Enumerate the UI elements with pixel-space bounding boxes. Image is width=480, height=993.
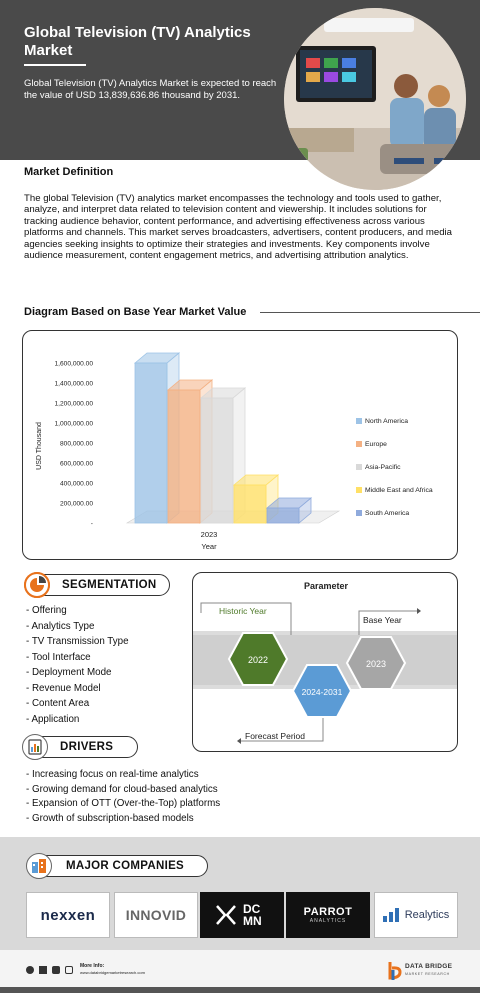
legend-swatch	[356, 418, 362, 424]
y-axis-ticks	[54, 361, 93, 528]
logo-parrot-subtext: ANALYTICS	[309, 918, 347, 924]
drivers-heading: DRIVERS	[60, 741, 114, 753]
base-year-value: 2023	[365, 659, 387, 669]
parameter-title: Parameter	[303, 581, 349, 591]
data-bridge-icon	[388, 962, 402, 980]
forecast-period-value: 2024-2031	[301, 687, 343, 697]
y-axis-label: USD Thousand	[36, 422, 43, 470]
brand-logo	[388, 960, 468, 982]
list-item: - Growth of subscription-based models	[26, 812, 220, 827]
list-item: - Analytics Type	[26, 619, 129, 635]
y-tick-label: 1,400,000.00	[54, 380, 93, 388]
y-tick-label: 1,200,000.00	[54, 400, 93, 408]
twitter-icon[interactable]	[52, 966, 60, 974]
forecast-period-label: Forecast Period	[245, 731, 305, 741]
list-item: - TV Transmission Type	[26, 634, 129, 650]
legend-label: North America	[365, 418, 409, 425]
legend-label: Asia-Pacific	[365, 464, 401, 471]
facebook-icon[interactable]	[39, 966, 47, 974]
base-year-label: Base Year	[363, 615, 402, 625]
companies-icon	[26, 853, 52, 879]
diagram-heading: Diagram Based on Base Year Market Value	[24, 306, 247, 318]
y-tick-label: 800,000.00	[59, 440, 93, 448]
x-axis-label: Year	[201, 542, 217, 551]
segmentation-heading: SEGMENTATION	[62, 579, 157, 591]
legend-label: Middle East and Africa	[365, 487, 433, 494]
list-item: - Tool Interface	[26, 650, 129, 666]
list-item: - Application	[26, 712, 129, 728]
chart-container	[22, 330, 458, 560]
legend-label: Europe	[365, 441, 387, 448]
y-tick-label: 400,000.00	[59, 480, 93, 488]
logo-realytics	[374, 892, 458, 938]
segmentation-list	[26, 603, 129, 727]
footer-bar	[0, 987, 480, 993]
logo-nexxen-text: nexxen	[40, 906, 96, 924]
legend-swatch	[356, 441, 362, 447]
segmentation-icon	[24, 572, 50, 598]
list-item: - Deployment Mode	[26, 665, 129, 681]
hero-image	[284, 8, 466, 190]
logo-innovid	[114, 892, 198, 938]
y-tick-label: 200,000.00	[59, 500, 93, 508]
logo-realytics-text: Realytics	[404, 909, 450, 921]
social-icons	[26, 966, 73, 974]
title-underline	[24, 64, 86, 66]
list-item: - Increasing focus on real-time analytics	[26, 768, 220, 783]
y-tick-label: 1,600,000.00	[54, 360, 93, 368]
x-category-label: 2023	[200, 530, 218, 539]
drivers-list	[26, 768, 220, 826]
historic-year-value: 2022	[247, 655, 269, 665]
list-item: - Revenue Model	[26, 681, 129, 697]
list-item: - Expansion of OTT (Over-the-Top) platforms	[26, 797, 220, 812]
y-tick-label: 1,000,000.00	[54, 420, 93, 428]
historic-year-label: Historic Year	[219, 606, 267, 616]
footer	[0, 950, 480, 993]
footer-url[interactable]: www.databridgemarketresearch.com	[80, 970, 145, 975]
market-definition-heading: Market Definition	[24, 166, 114, 178]
more-info-label: More Info:	[80, 963, 105, 969]
legend-swatch	[356, 464, 362, 470]
drivers-icon	[22, 734, 48, 760]
list-item: - Content Area	[26, 696, 129, 712]
chart-bars	[127, 353, 339, 523]
bar-chart	[23, 331, 459, 561]
page-title: Global Television (TV) Analytics Market	[24, 24, 251, 59]
list-item: - Offering	[26, 603, 129, 619]
companies-heading: MAJOR COMPANIES	[66, 860, 185, 872]
parameter-panel	[192, 572, 458, 752]
header-description: Global Television (TV) Analytics Market is expected to reach the value of USD 13,839,636.86 thousand by 2031.	[24, 78, 277, 101]
logo-innovid-text: INNOVID	[125, 907, 187, 923]
list-item: - Growing demand for cloud-based analytics	[26, 783, 220, 798]
legend-swatch	[356, 510, 362, 516]
brand-name: DATA BRIDGE	[405, 963, 453, 970]
logo-parrot-text: PARROT	[303, 906, 353, 918]
website-icon[interactable]	[26, 966, 34, 974]
chart-legend	[356, 418, 433, 517]
logo-dcmn	[200, 892, 284, 938]
diagram-heading-rule	[260, 312, 480, 313]
logo-parrot	[286, 892, 370, 938]
logo-dcmn-text: DCMN	[243, 902, 262, 928]
market-definition-text: The global Television (TV) analytics market encompasses the technology and tools used to gather, analyze, and interpret data related to television content and viewership. It includes solutions for tracking audience behavior, content performance, and advertising effectiveness across various platforms and channels. This market serves broadcasters, advertisers, content producers, and media agencies seeking insights to optimize their strategies and investments. Key components involve audience measurement, content engagement metrics, and advertising attribution analytics.	[24, 193, 453, 262]
legend-swatch	[356, 487, 362, 493]
dcmn-mark-icon	[215, 904, 237, 926]
instagram-icon[interactable]	[65, 966, 73, 974]
y-tick-label: -	[90, 520, 93, 528]
y-tick-label: 600,000.00	[59, 460, 93, 468]
realytics-bars-icon	[383, 908, 401, 922]
legend-label: South America	[365, 510, 410, 517]
brand-subname: MARKET RESEARCH	[405, 972, 450, 976]
logo-nexxen	[26, 892, 110, 938]
